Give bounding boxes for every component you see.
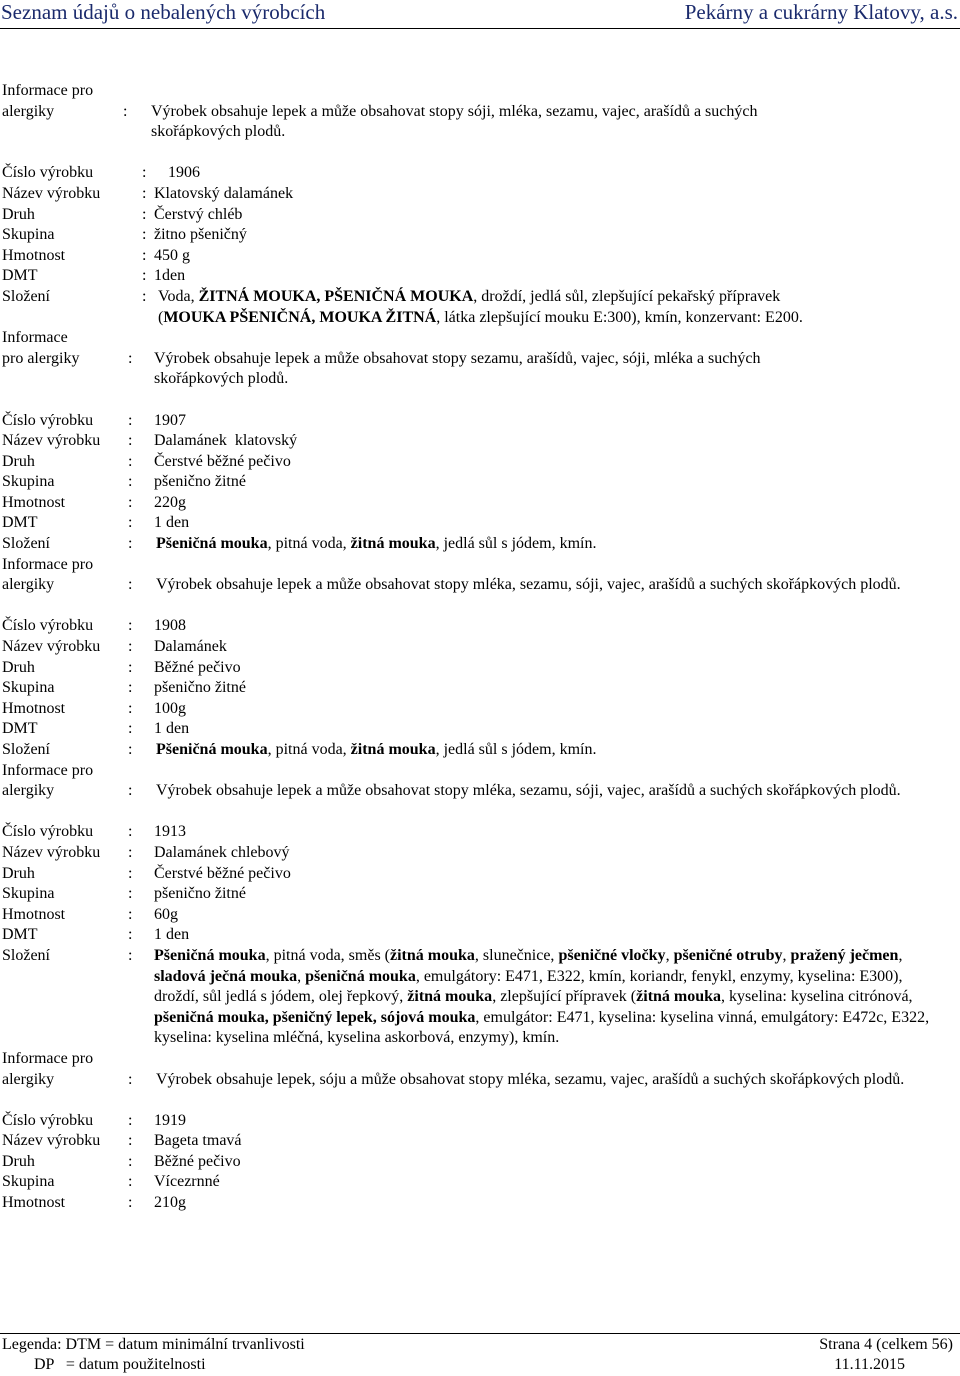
allergy-label: alergiky xyxy=(2,1070,55,1088)
colon: : xyxy=(142,184,147,202)
product-number-row xyxy=(0,411,960,432)
colon: : xyxy=(128,1173,133,1191)
weight-row xyxy=(0,1193,960,1214)
legend-line-dp: DP = datum použitelnosti xyxy=(34,1356,206,1373)
colon: : xyxy=(128,864,133,882)
type-label: Druh xyxy=(2,205,35,223)
ingredients-row xyxy=(0,740,960,761)
product-name-label: Název výrobku xyxy=(2,843,101,861)
dmt-value: 1 den xyxy=(154,514,190,532)
allergen-text: Pšeničná mouka xyxy=(156,741,268,758)
colon: : xyxy=(142,205,147,223)
product-number-row xyxy=(0,163,960,184)
allergen-text: žitná mouka xyxy=(390,946,475,964)
allergy-value: Výrobek obsahuje lepek a může obsahovat stopy sezamu, arašídů, vajec, sóji, mléka a suchých skořápkových plodů. xyxy=(154,349,761,388)
allergy-label: Informace pro xyxy=(2,82,94,99)
product-list xyxy=(0,81,960,1214)
ingredient-text: , pitná voda, směs ( xyxy=(265,946,390,964)
dmt-value: 1den xyxy=(154,267,186,285)
dmt-label: DMT xyxy=(2,720,38,738)
spacer xyxy=(0,596,960,617)
group-label: Skupina xyxy=(2,226,55,244)
allergen-text: žitná mouka xyxy=(407,988,493,1006)
colon: : xyxy=(128,720,133,738)
allergy-row xyxy=(0,349,960,390)
product-number-label: Číslo výrobku xyxy=(2,164,94,182)
allergy-label-row xyxy=(0,328,960,349)
allergy-label: alergiky xyxy=(2,102,55,120)
ingredients-value xyxy=(156,740,940,761)
weight-value: 60g xyxy=(154,905,178,923)
allergy-row xyxy=(0,781,960,802)
colon: : xyxy=(128,1152,133,1170)
ingredient-text: , emulgátory: E471, E322, kmín, koriandr, fenykl, enzymy, kyselina: E300), droždí, sůl jedlá s jódem, olej řepkový, xyxy=(154,967,903,1006)
spacer xyxy=(0,802,960,823)
type-row xyxy=(0,658,960,679)
dmt-label: DMT xyxy=(2,514,38,532)
colon: : xyxy=(128,843,133,861)
ingredients-value xyxy=(158,287,825,328)
product-block-1908 xyxy=(0,616,960,801)
dmt-row xyxy=(0,719,960,740)
weight-row xyxy=(0,246,960,267)
allergy-label: alergiky xyxy=(2,576,55,594)
colon: : xyxy=(123,102,128,120)
product-name-row xyxy=(0,1131,960,1152)
product-block-1913 xyxy=(0,822,960,1090)
allergy-value: Výrobek obsahuje lepek a může obsahovat stopy mléka, sezamu, sóji, vajec, arašídů a suchých skořápkových plodů. xyxy=(156,782,901,800)
colon: : xyxy=(128,411,133,429)
colon: : xyxy=(128,1132,133,1150)
spacer xyxy=(0,390,960,411)
colon: : xyxy=(142,246,147,264)
product-number-value: 1913 xyxy=(154,823,186,841)
product-number-label: Číslo výrobku xyxy=(2,1111,94,1129)
ingredient-text: , slunečnice, xyxy=(474,946,559,964)
product-name-value: Klatovský dalamánek xyxy=(154,184,294,202)
type-value: Čerstvé běžné pečivo xyxy=(154,864,291,882)
colon: : xyxy=(128,679,133,697)
product-number-value: 1908 xyxy=(154,617,186,635)
ingredient-text: , xyxy=(665,946,674,964)
colon: : xyxy=(128,823,133,841)
type-row xyxy=(0,205,960,226)
product-number-row xyxy=(0,822,960,843)
colon: : xyxy=(128,1194,133,1212)
ingredient-text: , xyxy=(297,967,306,985)
weight-value: 220g xyxy=(154,493,186,511)
type-label: Druh xyxy=(2,1152,35,1170)
ingredient-text: , pitná voda, xyxy=(267,535,351,553)
product-name-label: Název výrobku xyxy=(2,432,101,450)
allergen-text: Pšeničná mouka xyxy=(156,535,268,553)
group-value: žitno pšeničný xyxy=(154,226,247,244)
type-label: Druh xyxy=(2,658,35,676)
colon: : xyxy=(142,226,147,244)
allergy-label: Informace pro xyxy=(2,761,94,779)
group-label: Skupina xyxy=(2,679,55,697)
page-number: Strana 4 (celkem 56) xyxy=(819,1336,953,1353)
colon: : xyxy=(128,1070,133,1088)
product-name-row xyxy=(0,431,960,452)
product-number-value: 1919 xyxy=(154,1111,186,1129)
allergy-value: Výrobek obsahuje lepek a může obsahovat stopy mléka, sezamu, sóji, vajec, arašídů a suchých skořápkových plodů. xyxy=(156,576,901,594)
weight-label: Hmotnost xyxy=(2,246,66,264)
colon: : xyxy=(128,741,133,758)
weight-row xyxy=(0,493,960,514)
ingredients-label: Složení xyxy=(2,287,50,305)
ingredients-label: Složení xyxy=(2,946,50,964)
product-name-label: Název výrobku xyxy=(2,184,101,202)
group-row xyxy=(0,225,960,246)
colon: : xyxy=(128,576,133,594)
colon: : xyxy=(128,473,133,491)
group-row xyxy=(0,884,960,905)
ingredients-value xyxy=(154,946,938,1049)
product-name-row xyxy=(0,184,960,205)
ingredient-text: , látka zlepšující mouku E:300), kmín, konzervant: E200. xyxy=(436,308,803,326)
colon: : xyxy=(142,267,147,285)
product-number-label: Číslo výrobku xyxy=(2,823,94,841)
colon: : xyxy=(142,164,147,182)
weight-label: Hmotnost xyxy=(2,699,66,717)
ingredients-label: Složení xyxy=(2,535,50,553)
group-value: pšeničnо žitné xyxy=(154,679,246,697)
colon: : xyxy=(128,946,133,964)
group-label: Skupina xyxy=(2,473,55,491)
weight-value: 100g xyxy=(154,699,186,717)
group-value: pšeničnо žitné xyxy=(154,885,246,903)
footer-divider xyxy=(0,1333,960,1334)
product-name-row xyxy=(0,843,960,864)
allergen-text: ŽITNÁ MOUKA, PŠENIČNÁ MOUKA xyxy=(198,287,474,305)
allergy-label-row xyxy=(0,761,960,782)
allergy-row xyxy=(0,102,960,143)
group-row xyxy=(0,1172,960,1193)
ingredient-text: , xyxy=(898,946,903,964)
allergen-text: žitná mouka xyxy=(350,741,436,758)
colon: : xyxy=(128,658,133,676)
allergy-label: Informace xyxy=(2,329,68,347)
type-value: Běžné pečivo xyxy=(154,658,241,676)
ingredient-text: , jedlá sůl s jódem, kmín. xyxy=(435,535,597,553)
colon: : xyxy=(128,1111,133,1129)
ingredients-value xyxy=(156,534,940,555)
allergen-text: žitná mouka xyxy=(636,988,722,1006)
ingredient-text: , droždí, jedlá sůl, zlepšující pekařský přípravek ( xyxy=(158,287,781,326)
colon: : xyxy=(128,535,133,553)
group-row xyxy=(0,678,960,699)
colon: : xyxy=(128,638,133,656)
ingredients-row xyxy=(0,946,960,1049)
product-name-value: Dalamánek chlebový xyxy=(154,843,290,861)
legend-line-dtm: Legenda: DTM = datum minimální trvanlivosti xyxy=(2,1336,305,1353)
allergy-row xyxy=(0,575,960,596)
colon: : xyxy=(128,926,133,944)
allergy-label: Informace pro xyxy=(2,555,94,573)
dmt-label: DMT xyxy=(2,267,38,285)
colon: : xyxy=(128,905,133,923)
weight-label: Hmotnost xyxy=(2,1194,66,1212)
type-value: Čerstvé běžné pečivo xyxy=(154,452,291,470)
document-title: Seznam údajů o nebalených výrobcích xyxy=(1,0,326,24)
product-number-row xyxy=(0,1111,960,1132)
colon: : xyxy=(128,885,133,903)
allergy-label: pro alergiky xyxy=(2,349,80,367)
product-block-1919 xyxy=(0,1111,960,1214)
ingredients-label: Složení xyxy=(2,741,50,758)
type-value: Běžné pečivo xyxy=(154,1152,241,1170)
product-name-label: Název výrobku xyxy=(2,638,101,656)
dmt-row xyxy=(0,266,960,287)
ingredient-text: Voda, xyxy=(158,287,199,305)
dmt-label: DMT xyxy=(2,926,38,944)
ingredient-text: , pitná voda, xyxy=(267,741,351,758)
product-block-1907 xyxy=(0,411,960,596)
type-row xyxy=(0,452,960,473)
weight-value: 450 g xyxy=(154,246,190,264)
allergy-label-row xyxy=(0,81,960,102)
allergen-text: pšeničná mouka xyxy=(305,967,416,985)
type-label: Druh xyxy=(2,864,35,882)
group-value: pšeničnо žitné xyxy=(154,473,246,491)
colon: : xyxy=(128,782,133,800)
carryover-allergy-block xyxy=(0,81,960,143)
page-header xyxy=(0,0,960,30)
group-label: Skupina xyxy=(2,885,55,903)
weight-label: Hmotnost xyxy=(2,905,66,923)
dmt-value: 1 den xyxy=(154,720,190,738)
weight-label: Hmotnost xyxy=(2,493,66,511)
product-name-row xyxy=(0,637,960,658)
allergen-text: pšeničné otruby xyxy=(673,946,783,964)
colon: : xyxy=(128,514,133,532)
weight-row xyxy=(0,905,960,926)
colon: : xyxy=(128,432,133,450)
product-number-value: 1906 xyxy=(168,164,200,182)
allergen-text: pšeničná mouka, pšeničný lepek, sójová mouka xyxy=(154,1008,476,1026)
company-name: Pekárny a cukrárny Klatovy, a.s. xyxy=(684,0,958,24)
colon: : xyxy=(128,699,133,717)
ingredient-text: , zlepšující přípravek ( xyxy=(492,988,637,1006)
header-divider xyxy=(0,28,960,29)
type-label: Druh xyxy=(2,452,35,470)
group-row xyxy=(0,472,960,493)
ingredients-row xyxy=(0,534,960,555)
type-value: Čerstvý chléb xyxy=(154,205,243,223)
colon: : xyxy=(128,349,133,367)
dmt-row xyxy=(0,513,960,534)
product-number-label: Číslo výrobku xyxy=(2,411,94,429)
weight-row xyxy=(0,699,960,720)
allergen-text: MOUKA PŠENIČNÁ, MOUKA ŽITNÁ xyxy=(163,308,437,326)
ingredient-text: , kyselina: kyselina citrónová, xyxy=(721,988,913,1006)
colon: : xyxy=(142,287,147,305)
colon: : xyxy=(128,493,133,511)
allergen-text: pražený ječmen xyxy=(790,946,899,964)
product-number-row xyxy=(0,616,960,637)
colon: : xyxy=(128,452,133,470)
product-name-value: Bageta tmavá xyxy=(154,1132,242,1150)
product-number-label: Číslo výrobku xyxy=(2,617,94,635)
product-number-value: 1907 xyxy=(154,411,186,429)
allergy-label-row xyxy=(0,555,960,576)
allergen-text: Pšeničná mouka xyxy=(154,946,266,964)
allergy-row xyxy=(0,1070,960,1091)
allergen-text: sladová ječná mouka xyxy=(154,967,298,985)
spacer xyxy=(0,1090,960,1111)
product-name-label: Název výrobku xyxy=(2,1132,101,1150)
ingredient-text: , xyxy=(782,946,791,964)
group-label: Skupina xyxy=(2,1173,55,1191)
product-name-value: Dalamánek xyxy=(154,638,227,656)
dmt-row xyxy=(0,925,960,946)
product-block-1906 xyxy=(0,163,960,390)
print-date: 11.11.2015 xyxy=(834,1356,905,1373)
ingredient-text: , emulgátor: E471, kyselina: kyselina vinná, emulgátory: E472c, E322, kyselina: kyselina mléčná, kyselina askorbová, enzymy), kmín. xyxy=(154,1008,930,1047)
allergy-label: alergiky xyxy=(2,782,55,800)
product-name-value: Dalamánek klatovský xyxy=(154,432,298,450)
ingredient-text: , jedlá sůl s jódem, kmín. xyxy=(435,741,597,758)
type-row xyxy=(0,1152,960,1173)
allergy-value: Výrobek obsahuje lepek, sóju a může obsahovat stopy mléka, sezamu, vajec, arašídů a suchých skořápkových plodů. xyxy=(156,1070,905,1088)
allergy-label: Informace pro xyxy=(2,1049,94,1067)
allergen-text: žitná mouka xyxy=(350,535,436,553)
dmt-value: 1 den xyxy=(154,926,190,944)
allergy-value: Výrobek obsahuje lepek a může obsahovat stopy sóji, mléka, sezamu, vajec, arašídů a suchých skořápkových plodů. xyxy=(151,102,758,141)
colon: : xyxy=(128,617,133,635)
ingredients-row xyxy=(0,287,960,328)
weight-value: 210g xyxy=(154,1194,186,1212)
type-row xyxy=(0,864,960,885)
spacer xyxy=(0,143,960,164)
allergen-text: pšeničné vločky xyxy=(558,946,666,964)
group-value: Vícezrnné xyxy=(154,1173,220,1191)
allergy-label-row xyxy=(0,1049,960,1070)
